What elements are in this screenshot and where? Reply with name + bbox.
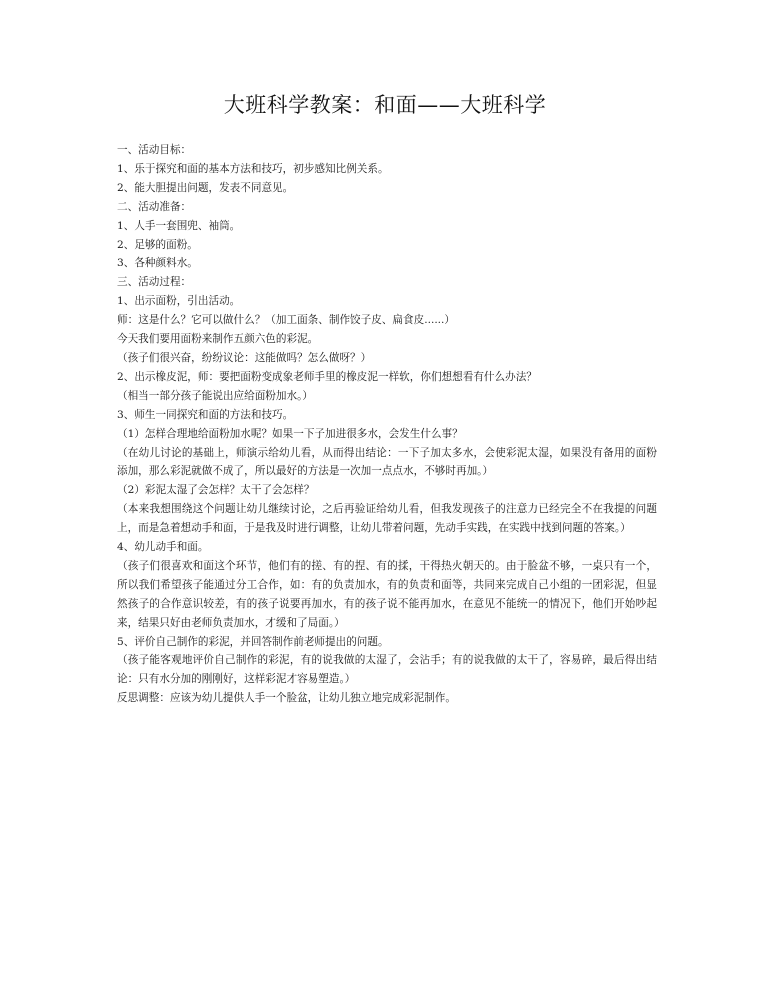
process-step: 5、评价自己制作的彩泥，并回答制作前老师提出的问题。 [117,635,389,648]
body-paragraph: 今天我们要用面粉来制作五颜六色的彩泥。 [117,333,319,346]
preparation-item: 3、各种颜料水。 [117,257,198,270]
goal-item: 1、乐于探究和面的基本方法和技巧，初步感知比例关系。 [117,162,389,175]
body-paragraph: （在幼儿讨论的基础上，师演示给幼儿看，从而得出结论：一下子加太多水，会使彩泥太湿，如果没有备用的面粉添加，那么彩泥就做不成了，所以最好的方法是一次加一点点水，不够时再加。） [117,446,657,478]
section-heading-goals: 一、活动目标： [117,144,192,156]
document-body [117,141,657,708]
process-step: 3、师生一同探究和面的方法和技巧。 [117,408,294,421]
body-paragraph: （孩子能客观地评价自己制作的彩泥，有的说我做的太湿了，会沾手；有的说我做的太干了，容易碎，最后得出结论：只有水分加的刚刚好，这样彩泥才容易塑造。） [117,654,657,686]
process-step: 1、出示面粉，引出活动。 [117,295,241,308]
body-paragraph: （相当一部分孩子能说出应给面粉加水。） [117,389,313,402]
preparation-item: 1、人手一套围兜、袖筒。 [117,219,241,232]
preparation-item: 2、足够的面粉。 [117,238,198,251]
goal-item: 2、能大胆提出问题，发表不同意见。 [117,181,294,194]
body-paragraph: （1）怎样合理地给面粉加水呢？如果一下子加进很多水，会发生什么事？ [117,427,463,440]
reflection-paragraph: 反思调整：应该为幼儿提供人手一个脸盆，让幼儿独立地完成彩泥制作。 [117,692,456,705]
body-paragraph: （本来我想围绕这个问题让幼儿继续讨论，之后再验证给幼儿看，但我发现孩子的注意力已经完全不在我提的问题上，而是急着想动手和面，于是我及时进行调整，让幼儿带着问题，先动手实践，在实践中找到问题的答案。） [117,503,657,535]
section-heading-process: 三、活动过程： [117,276,192,289]
body-paragraph: （孩子们很兴奋，纷纷议论：这能做吗？怎么做呀？） [117,351,372,364]
document-title: 大班科学教案：和面——大班科学 [223,93,547,117]
body-paragraph: 师：这是什么？它可以做什么？（加工面条、制作饺子皮、扁食皮......） [117,314,456,327]
process-step: 4、幼儿动手和面。 [117,541,209,554]
body-paragraph: （孩子们很喜欢和面这个环节，他们有的搓、有的捏、有的揉，干得热火朝天的。由于脸盆不够，一桌只有一个，所以我们希望孩子能通过分工合作，如：有的负责加水，有的负责和面等，共同来完成自己小组的一团彩泥，但显然孩子的合作意识较差，有的孩子说要再加水，有的孩子说不能再加水，在意见不能统一的情况下，他们开始吵起来，结果只好由老师负责加水，才缓和了局面。） [117,559,657,629]
process-step: 2、出示橡皮泥，师：要把面粉变成象老师手里的橡皮泥一样软，你们想想看有什么办法？ [117,370,537,383]
body-paragraph: （2）彩泥太湿了会怎样？太干了会怎样？ [117,484,315,497]
section-heading-preparation: 二、活动准备： [117,200,192,213]
